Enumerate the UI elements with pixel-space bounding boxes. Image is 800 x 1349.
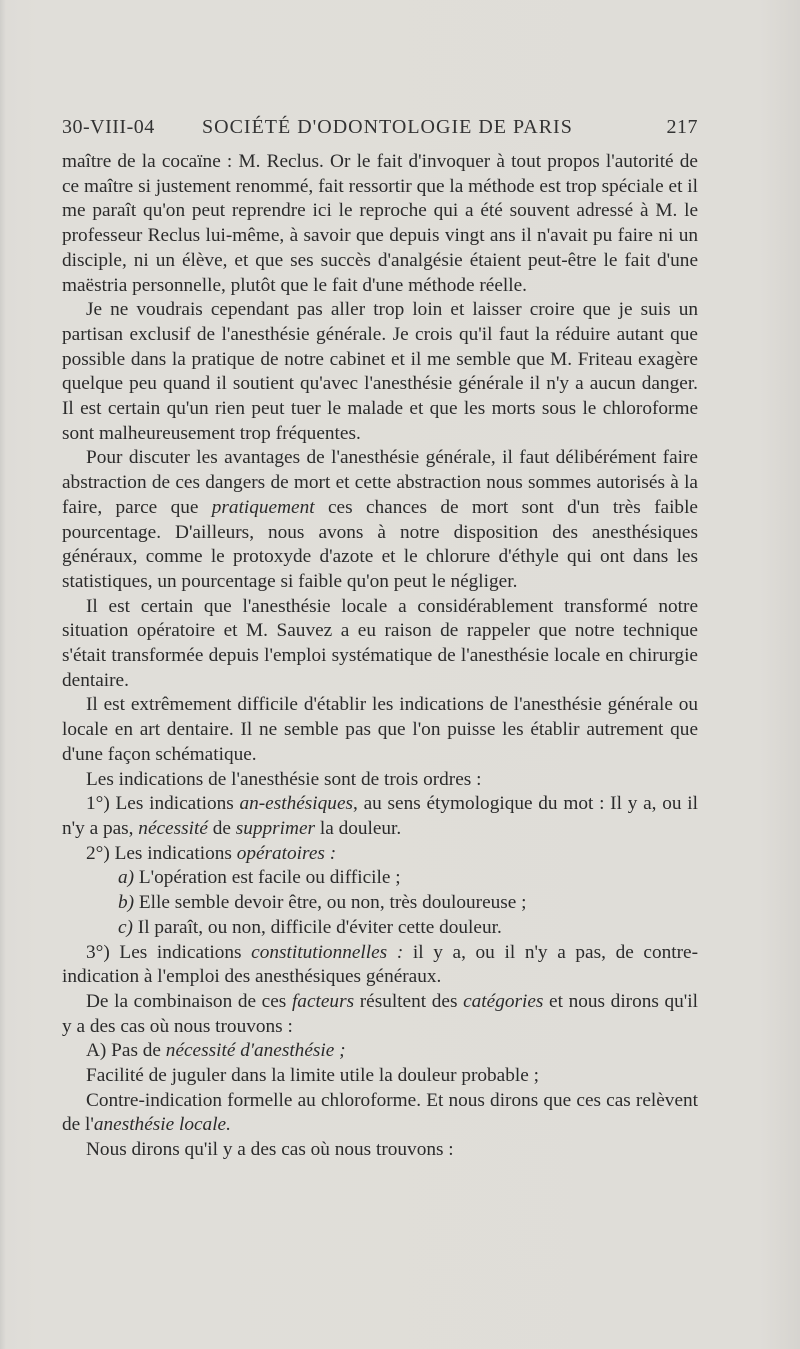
- sub-list-item: [62, 866, 698, 891]
- italic-run: facteurs: [291, 990, 355, 1012]
- paragraph: [62, 1089, 698, 1138]
- paragraph: maître de la cocaïne : M. Reclus. Or le fait d'invoquer à tout propos l'autorité de ce maître si justement renommé, fait ressortir que la méthode est trop spéciale et il me paraît qu'on peut reprendre ici le reproche qui a été souvent adressé à M. le professeur Reclus lui-même, à savoir que depuis vingt ans il n'avait pu faire ni un disciple, ni un élève, et que ses succès d'analgésie étaient peut-être le fait d'une maëstria personnelle, plutôt que le fait d'une méthode réelle.: [62, 151, 698, 296]
- text-run: il y a, ou il n'y a pas, de contre-indication à l'emploi des anesthésiques généraux.: [62, 941, 699, 988]
- text-run: et nous dirons qu'il y a des cas où nous trouvons :: [62, 990, 698, 1037]
- text-run: Pour discuter les avantages de l'anesthésie générale, il faut délibérément faire abstraction de ces dangers de mort et cette abstraction nous sommes autorisés à la faire, parce que: [62, 447, 698, 518]
- text-run: A) Pas de: [86, 1040, 166, 1062]
- sub-list-item: [62, 916, 698, 941]
- text-run: 2°) Les indications: [86, 842, 237, 864]
- paragraph: Il est extrêmement difficile d'établir les indications de l'anesthésie générale ou locale en art dentaire. Il ne semble pas que l'on puisse les établir autrement que d'une façon schématique.: [62, 694, 698, 765]
- italic-run: nécessité: [138, 817, 208, 839]
- list-item: [62, 842, 698, 867]
- paragraph: [62, 1039, 698, 1064]
- italic-run: constitutionnelles :: [251, 941, 404, 963]
- italic-run: an-esthésiques: [239, 793, 354, 815]
- text-run: Contre-indication formelle au chloroforme. Et nous dirons que ces cas relèvent de l': [62, 1089, 698, 1136]
- text-run: la douleur.: [315, 817, 402, 839]
- running-header: [62, 116, 698, 144]
- text-run: Elle semble devoir être, ou non, très douloureuse ;: [134, 892, 527, 914]
- page-body: [62, 150, 698, 1163]
- paragraph: Facilité de juguler dans la limite utile la douleur probable ;: [86, 1065, 539, 1087]
- text-run: , au sens étymologique du mot : Il y a, ou il n'y a pas,: [62, 793, 698, 839]
- sub-marker: a): [118, 867, 135, 889]
- header-date: 30-VIII-04: [62, 116, 155, 138]
- text-run: ces chances de mort sont d'un très faible pourcentage. D'ailleurs, nous avons à notre disposition des anesthésiques généraux, comme le protoxyde d'azote et le chlorure d'éthyle qui ont dans les statistiques, un pourcentage si faible qu'on peut le négliger.: [62, 496, 698, 592]
- italic-run: supprimer: [235, 817, 316, 839]
- text-run: L'opération est facile ou difficile ;: [134, 867, 401, 889]
- paragraph: [62, 446, 698, 594]
- italic-run: nécessité d'anesthésie ;: [165, 1040, 346, 1062]
- list-item: [62, 792, 698, 841]
- sub-marker: b): [118, 892, 135, 914]
- paragraph: [62, 990, 698, 1039]
- text-run: de: [207, 817, 236, 839]
- text-run: 1°) Les indications: [86, 793, 240, 815]
- paragraph: Nous dirons qu'il y a des cas où nous trouvons :: [86, 1139, 454, 1161]
- paragraph: Les indications de l'anesthésie sont de trois ordres :: [86, 768, 482, 790]
- italic-run: opératoires :: [236, 842, 337, 864]
- italic-run: pratiquement: [211, 496, 315, 518]
- list-item: [62, 941, 698, 990]
- text-run: 3°) Les indications: [86, 941, 252, 963]
- italic-run: anesthésie locale.: [93, 1114, 231, 1136]
- header-title: SOCIÉTÉ D'ODONTOLOGIE DE PARIS: [202, 116, 573, 138]
- sub-list-item: [62, 891, 698, 916]
- italic-run: catégories: [463, 990, 544, 1012]
- text-run: De la combinaison de ces: [86, 990, 292, 1012]
- paragraph: Il est certain que l'anesthésie locale a considérablement transformé notre situation opératoire et M. Sauvez a eu raison de rappeler que notre technique s'était transformée depuis l'emploi systématique de l'anesthésie locale en chirurgie dentaire.: [62, 595, 698, 691]
- text-run: Il paraît, ou non, difficile d'éviter cette douleur.: [132, 916, 502, 938]
- text-run: résultent des: [354, 990, 464, 1012]
- sub-marker: c): [118, 916, 133, 938]
- paragraph: Je ne voudrais cependant pas aller trop loin et laisser croire que je suis un partisan exclusif de l'anesthésie générale. Je crois qu'il faut la réduire autant que possible dans la pratique de notre cabinet et il me semble que M. Friteau exagère quelque peu quand il soutient qu'avec l'anesthésie générale il n'y a aucun danger. Il est certain qu'un rien peut tuer le malade et que les morts sous le chloroforme sont malheureusement trop fréquentes.: [62, 299, 698, 444]
- page-number: 217: [666, 116, 698, 138]
